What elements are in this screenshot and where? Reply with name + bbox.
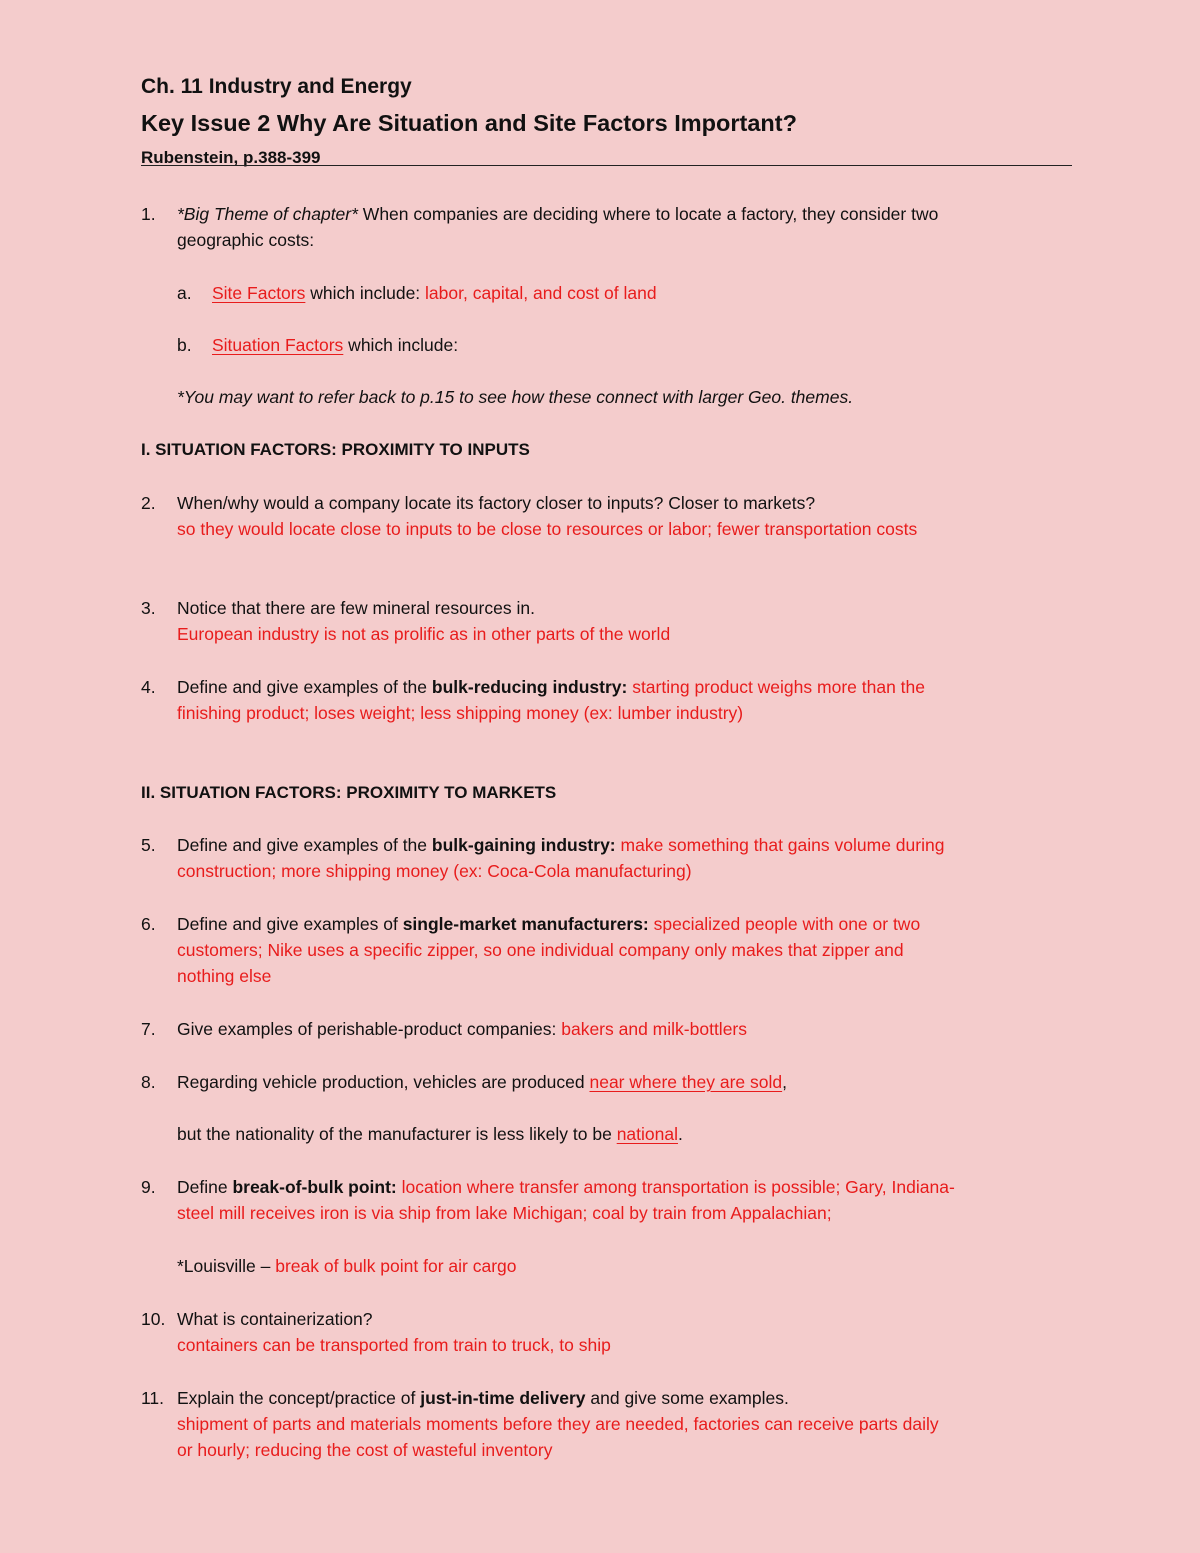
q6-term: single-market manufacturers:: [402, 914, 649, 934]
q7-text: [177, 1016, 1057, 1042]
q11-lead: Explain the concept/practice of: [177, 1388, 421, 1408]
q6-text: [177, 911, 1057, 989]
q6-lead: Define and give examples of: [177, 914, 403, 934]
q4-answer-1: starting product weighs more than the: [627, 677, 925, 697]
chapter-title: Ch. 11 Industry and Energy: [141, 75, 412, 98]
q11-tail: and give some examples.: [585, 1388, 789, 1408]
q1-text: [177, 201, 1057, 253]
q1a-answer: labor, capital, and cost of land: [425, 283, 657, 303]
q9-lead: Define: [177, 1177, 233, 1197]
q2-number: 2.: [141, 493, 156, 513]
q9-note-lead: *Louisville –: [177, 1256, 276, 1276]
key-issue-title: Key Issue 2 Why Are Situation and Site Factors Important?: [141, 110, 797, 136]
source-reference: Rubenstein, p.388-399: [141, 148, 321, 167]
q8-tail-2: .: [678, 1124, 683, 1144]
q11-answer-2: or hourly; reducing the cost of wasteful inventory: [177, 1440, 553, 1460]
q1-line2: geographic costs:: [177, 230, 315, 250]
q9-text: [177, 1174, 1057, 1226]
q4-lead: Define and give examples of the: [177, 677, 432, 697]
q8-answer-1: near where they are sold: [589, 1072, 783, 1092]
q1b-mid: which include:: [343, 335, 459, 355]
q1-theme: *Big Theme of chapter*: [177, 204, 358, 224]
q5-answer-2: construction; more shipping money (ex: Coca-Cola manufacturing): [177, 861, 692, 881]
q1b-text: [212, 332, 458, 358]
q5-text: [177, 832, 1057, 884]
q2-text: [177, 490, 1057, 542]
q8-text-2: [177, 1121, 1057, 1147]
q1b-term: Situation Factors: [212, 335, 344, 355]
q11-answer-1: shipment of parts and materials moments before they are needed, factories can receive parts daily: [177, 1414, 939, 1434]
q11-term: just-in-time delivery: [420, 1388, 586, 1408]
q1a-mid: which include:: [305, 283, 426, 303]
q11-number: 11.: [141, 1388, 165, 1408]
q8-number: 8.: [141, 1072, 156, 1092]
q11-text: [177, 1385, 1057, 1463]
q4-answer-2: finishing product; loses weight; less shipping money (ex: lumber industry): [177, 703, 744, 723]
q1-note: *You may want to refer back to p.15 to see how these connect with larger Geo. themes.: [177, 387, 854, 407]
q2-question: When/why would a company locate its factory closer to inputs? Closer to markets?: [177, 493, 816, 513]
q1a-label: a.: [177, 283, 192, 303]
q3-number: 3.: [141, 598, 156, 618]
q10-answer: containers can be transported from train to truck, to ship: [177, 1335, 611, 1355]
q3-question: Notice that there are few mineral resources in.: [177, 598, 535, 618]
q5-answer-1: make something that gains volume during: [615, 835, 945, 855]
q9-answer-2: steel mill receives iron is via ship from lake Michigan; coal by train from Appalachian;: [177, 1203, 832, 1223]
q6-answer-1: specialized people with one or two: [648, 914, 921, 934]
header-divider: [141, 165, 1072, 166]
q5-term: bulk-gaining industry:: [431, 835, 616, 855]
q1a-term: Site Factors: [212, 283, 306, 303]
q1-number: 1.: [141, 204, 156, 224]
q4-number: 4.: [141, 677, 156, 697]
q4-text: [177, 674, 1057, 726]
q8-lead-2: but the nationality of the manufacturer is less likely to be: [177, 1124, 617, 1144]
q9-note-answer: break of bulk point for air cargo: [275, 1256, 517, 1276]
q10-question: What is containerization?: [177, 1309, 373, 1329]
q7-number: 7.: [141, 1019, 156, 1039]
q6-number: 6.: [141, 914, 156, 934]
q6-answer-2: customers; Nike uses a specific zipper, so one individual company only makes that zipper and: [177, 940, 904, 960]
q8-answer-2: national: [616, 1124, 678, 1144]
q9-answer-1: location where transfer among transportation is possible; Gary, Indiana-: [396, 1177, 955, 1197]
q1b-label: b.: [177, 335, 192, 355]
q3-text: [177, 595, 1057, 647]
q8-lead: Regarding vehicle production, vehicles are produced: [177, 1072, 590, 1092]
q7-lead: Give examples of perishable-product companies:: [177, 1019, 562, 1039]
section-2-heading: II. SITUATION FACTORS: PROXIMITY TO MARKETS: [141, 783, 557, 802]
q6-answer-3: nothing else: [177, 966, 272, 986]
q9-term: break-of-bulk point:: [232, 1177, 397, 1197]
q8-tail-1: ,: [782, 1072, 787, 1092]
q1-line1: When companies are deciding where to locate a factory, they consider two: [357, 204, 939, 224]
q2-answer: so they would locate close to inputs to be close to resources or labor; fewer transportation costs: [177, 519, 918, 539]
q9-number: 9.: [141, 1177, 156, 1197]
q9-note: [177, 1253, 1057, 1279]
q5-number: 5.: [141, 835, 156, 855]
q1a-text: [212, 280, 657, 306]
q8-text: [177, 1069, 1057, 1095]
q3-answer: European industry is not as prolific as in other parts of the world: [177, 624, 671, 644]
q10-number: 10.: [141, 1309, 166, 1329]
q4-term: bulk-reducing industry:: [431, 677, 628, 697]
q5-lead: Define and give examples of the: [177, 835, 432, 855]
q7-answer: bakers and milk-bottlers: [561, 1019, 748, 1039]
section-1-heading: I. SITUATION FACTORS: PROXIMITY TO INPUTS: [141, 440, 530, 459]
q10-text: [177, 1306, 1057, 1358]
